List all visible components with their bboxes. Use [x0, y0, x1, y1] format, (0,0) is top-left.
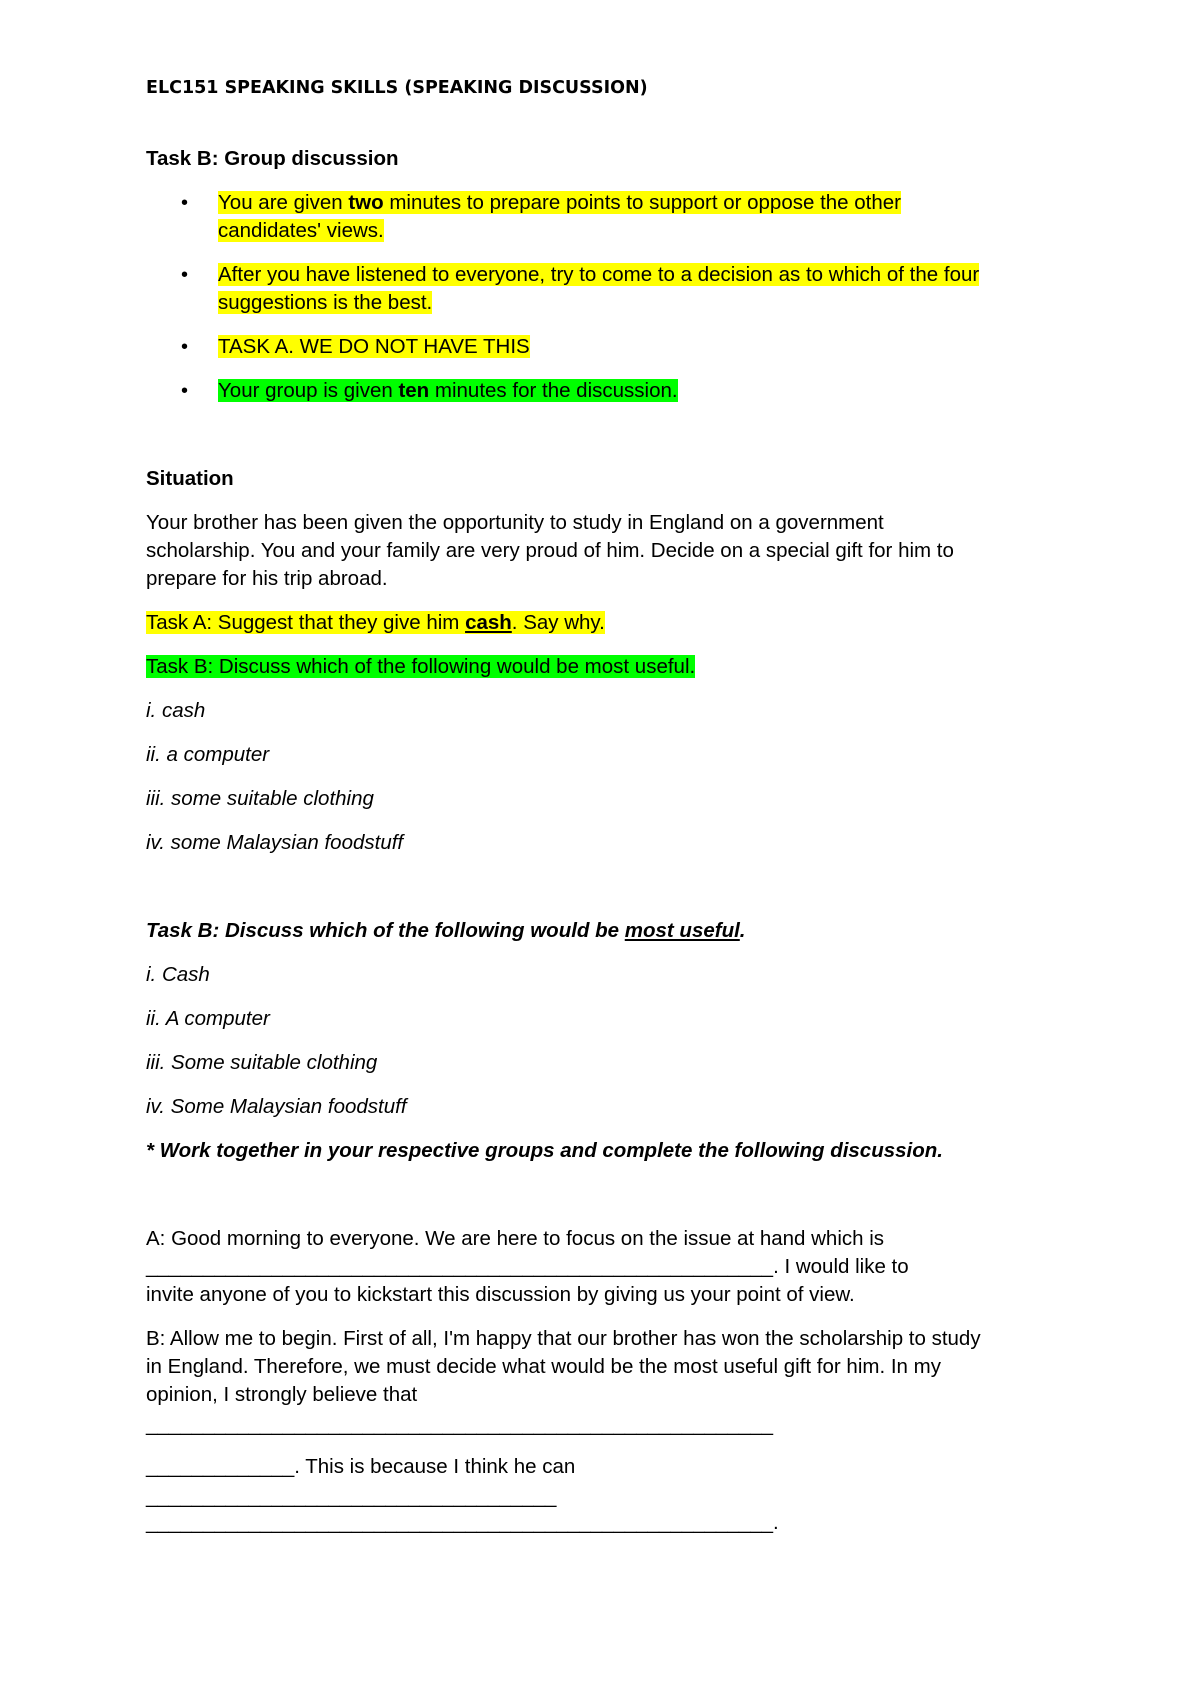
bullet-2-text: After you have listened to everyone, try to come to a decision as to which of the four [218, 263, 980, 286]
bullet-2-line-2 [218, 289, 432, 317]
task-b2-heading-text: Task B: Discuss which of the following would be [146, 919, 625, 942]
task-a-line [146, 609, 605, 637]
bullet-4-text-post: minutes for the discussion. [429, 379, 678, 402]
task-b-text: Task B: Discuss which of the following would be most useful. [146, 655, 696, 678]
fill-in-blank: _______________________________________________________. [146, 1511, 779, 1534]
dialogue-a-line-3: invite anyone of you to kickstart this discussion by giving us your point of view. [146, 1283, 855, 1306]
task-b-heading: Task B: Group discussion [146, 147, 399, 170]
option-item: ii. A computer [146, 1007, 270, 1030]
task-b2-heading-post: . [739, 919, 746, 942]
option-item: iii. Some suitable clothing [146, 1051, 378, 1074]
task-a-text: Task A: Suggest that they give him [146, 611, 466, 634]
bullet-1-line-1 [218, 189, 901, 217]
group-instruction: * Work together in your respective groups and complete the following discussion. [146, 1139, 943, 1162]
bullet-1-text-post: minutes to prepare points to support or oppose the other [383, 191, 901, 214]
dialogue-a-line-1: A: Good morning to everyone. We are here to focus on the issue at hand which is [146, 1227, 885, 1250]
bullet-2-text-line-2: suggestions is the best. [218, 291, 433, 314]
situation-line-2: scholarship. You and your family are very proud of him. Decide on a special gift for him to [146, 539, 954, 562]
bullet-1-bold: two [348, 191, 384, 214]
bullet-4-text: Your group is given [218, 379, 399, 402]
bullet-3 [218, 333, 530, 361]
fill-in-blank: _______________________________________________________ [146, 1413, 774, 1436]
bullet-4-bold: ten [398, 379, 430, 402]
option-item: i. Cash [146, 963, 210, 986]
bullet-1-line-2 [218, 217, 384, 245]
situation-heading: Situation [146, 467, 234, 490]
task-a-text-post: . Say why. [511, 611, 605, 634]
bullet-1-text: You are given [218, 191, 349, 214]
task-a-bold: cash [465, 611, 512, 634]
option-item: i. cash [146, 699, 206, 722]
task-b-line [146, 653, 695, 681]
situation-line-3: prepare for his trip abroad. [146, 567, 388, 590]
option-item: ii. a computer [146, 743, 270, 766]
option-item: iv. some Malaysian foodstuff [146, 831, 404, 854]
bullet-1-text-line-2: candidates' views. [218, 219, 384, 242]
dialogue-a-line-2 [146, 1253, 909, 1281]
dialogue-b-line-3: opinion, I strongly believe that [146, 1383, 418, 1406]
document-header: ELC151 SPEAKING SKILLS (SPEAKING DISCUSSION) [146, 78, 648, 98]
bullet-icon: • [181, 336, 189, 358]
task-b2-heading-underlined: most useful [624, 919, 740, 942]
situation-line-1: Your brother has been given the opportunity to study in England on a government [146, 511, 884, 534]
dialogue-b-line-2: in England. Therefore, we must decide what would be the most useful gift for him. In my [146, 1355, 941, 1378]
fill-in-blank: ____________________________________ [146, 1485, 557, 1508]
option-item: iii. some suitable clothing [146, 787, 374, 810]
dialogue-b-line-5 [146, 1453, 575, 1481]
dialogue-b-line-5-text: . This is because I think he can [294, 1455, 576, 1478]
bullet-icon: • [181, 192, 189, 214]
bullet-2-line-1 [218, 261, 979, 289]
fill-in-blank: _____________ [146, 1455, 295, 1478]
dialogue-a-line-2-text: . I would like to [773, 1255, 909, 1278]
option-item: iv. Some Malaysian foodstuff [146, 1095, 407, 1118]
bullet-4 [218, 377, 678, 405]
bullet-3-text: TASK A. WE DO NOT HAVE THIS [218, 335, 530, 358]
bullet-icon: • [181, 264, 189, 286]
bullet-icon: • [181, 380, 189, 402]
fill-in-blank: _______________________________________________________ [146, 1255, 774, 1278]
dialogue-b-line-1: B: Allow me to begin. First of all, I'm happy that our brother has won the scholarship to study [146, 1327, 981, 1350]
task-b2-heading [146, 917, 746, 945]
